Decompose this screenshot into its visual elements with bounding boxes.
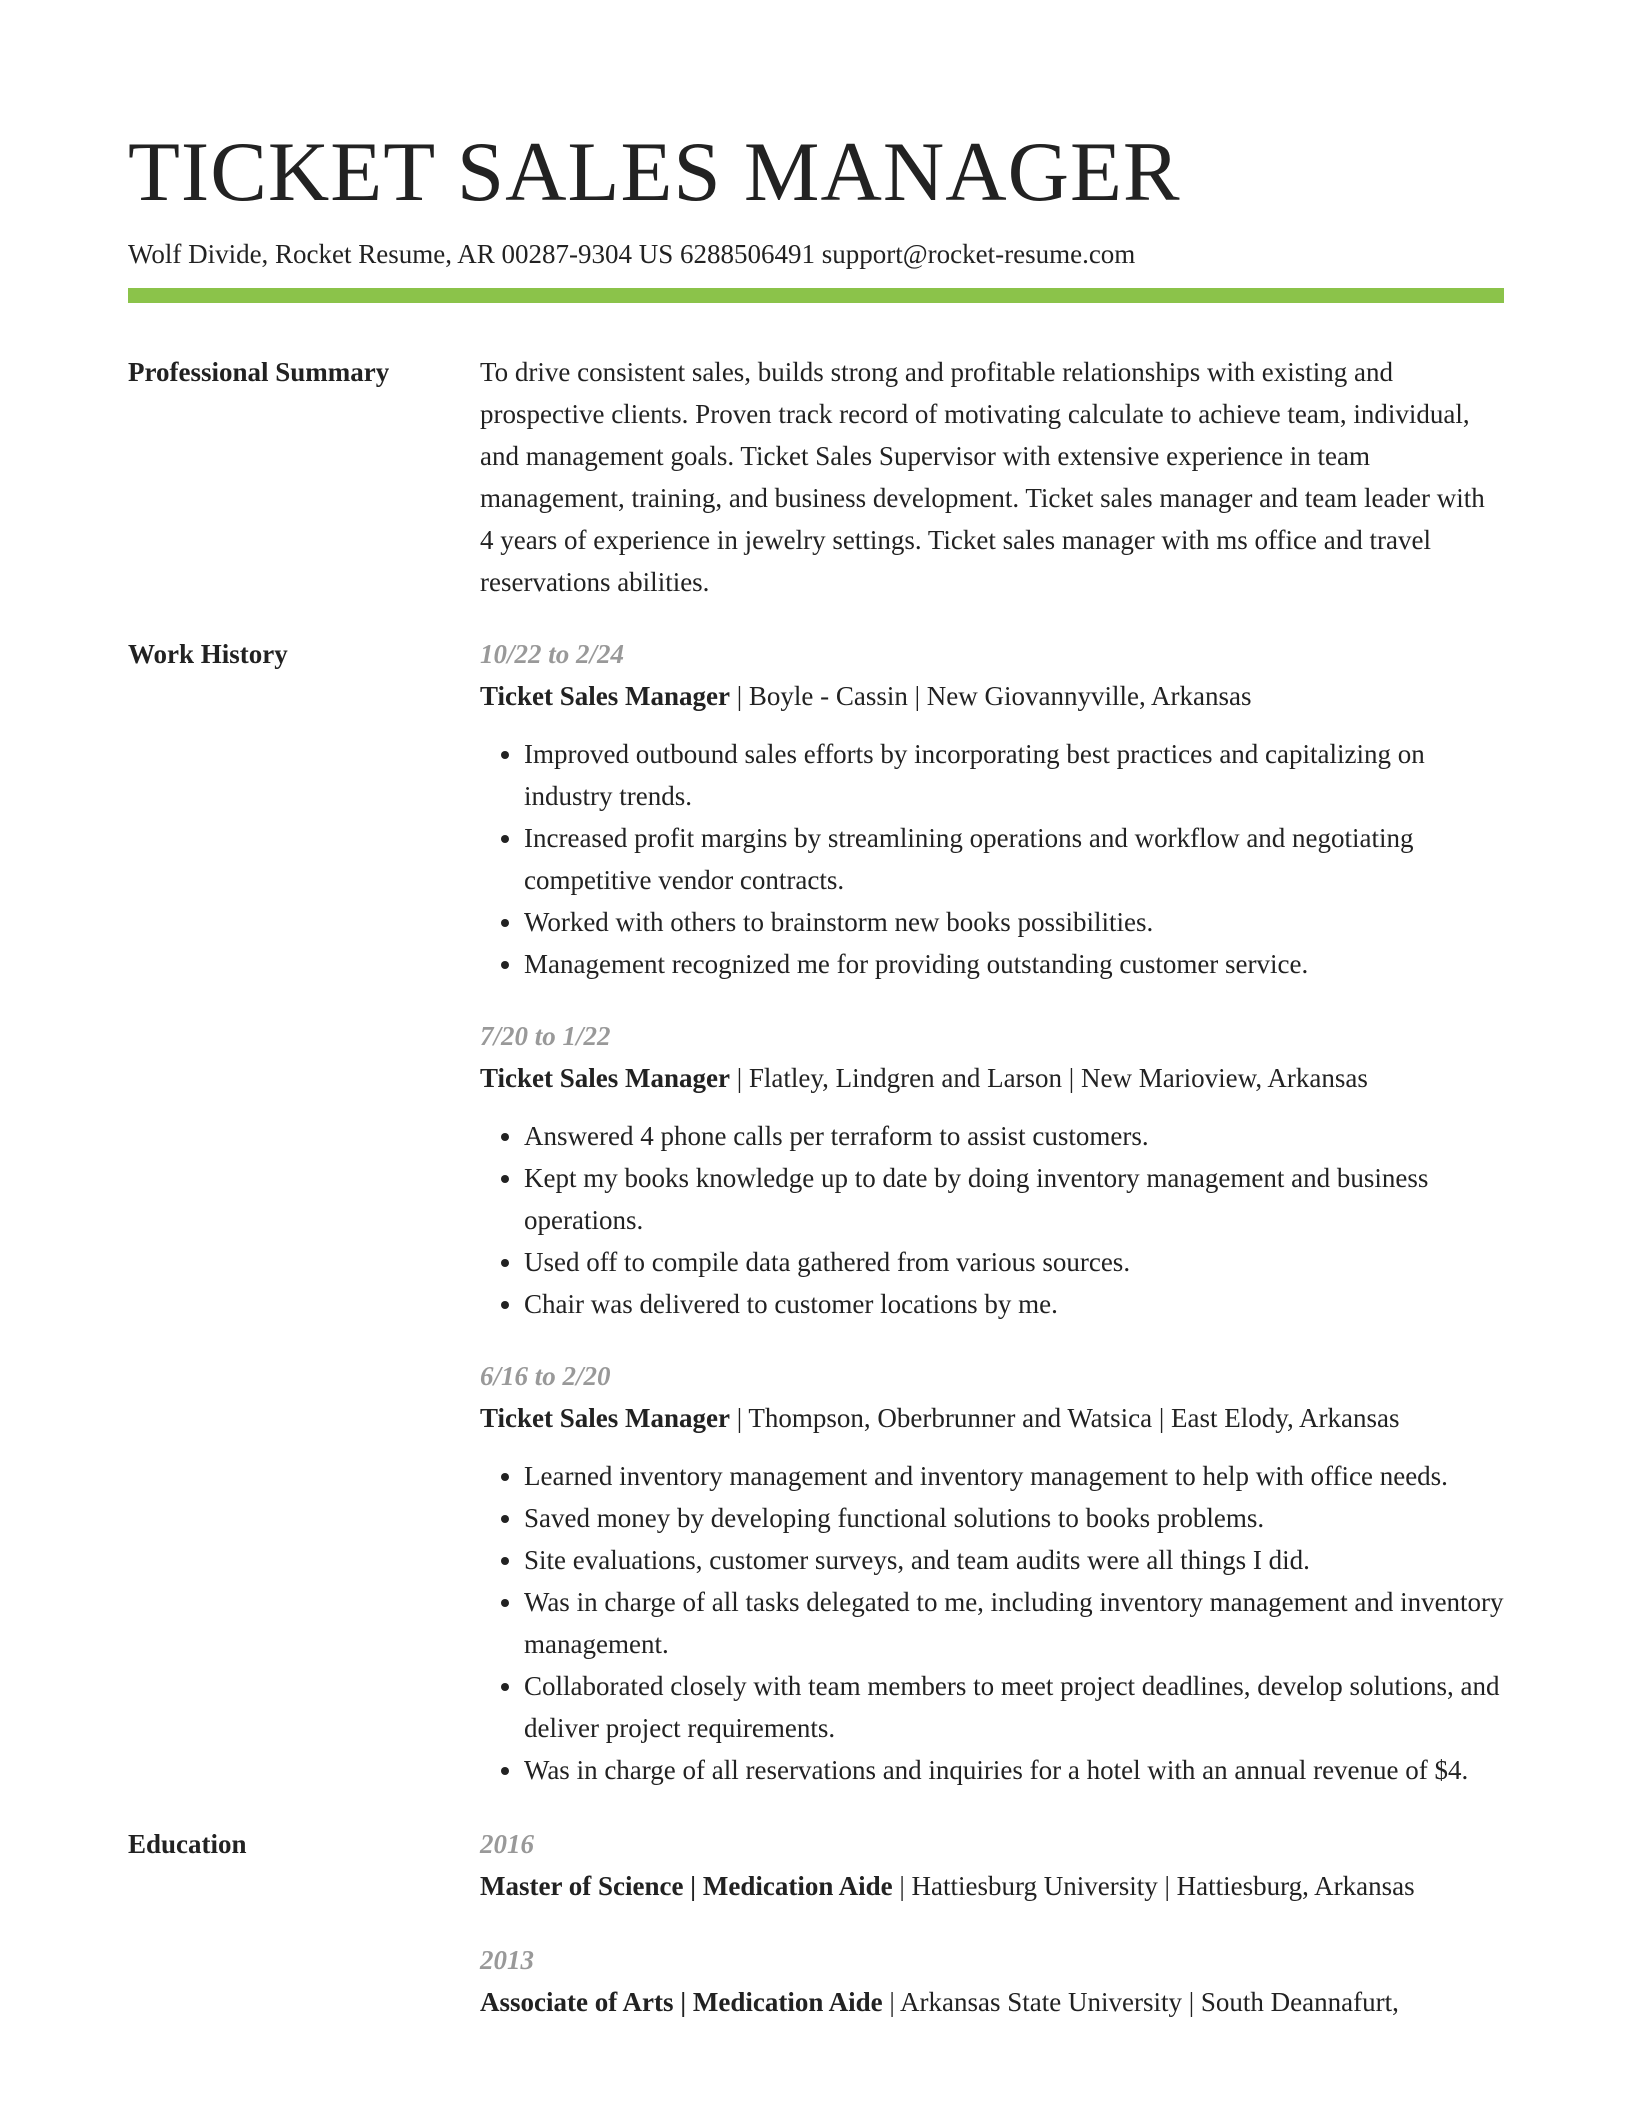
education-degree: Master of Science | Medication Aide bbox=[480, 1871, 893, 1901]
resume-title: TICKET SALES MANAGER bbox=[128, 125, 1181, 219]
list-item: • Saved money by developing functional solutions to books problems. bbox=[524, 1497, 1504, 1539]
job-bullets bbox=[480, 1115, 1504, 1325]
education-entry bbox=[480, 1823, 1504, 1907]
job-heading bbox=[480, 1057, 1504, 1099]
education-list bbox=[480, 1823, 1504, 2055]
job-position: Ticket Sales Manager bbox=[480, 1403, 730, 1433]
education-year: 2013 bbox=[480, 1945, 534, 1975]
job-entry bbox=[480, 1015, 1504, 1325]
education-heading bbox=[480, 1865, 1504, 1907]
job-bullets bbox=[480, 1455, 1504, 1791]
job-details: | Thompson, Oberbrunner and Watsica | East Elody, Arkansas bbox=[729, 1403, 1400, 1433]
list-item: • Improved outbound sales efforts by incorporating best practices and capitalizing on industry trends. bbox=[524, 733, 1504, 817]
job-details: | Boyle - Cassin | New Giovannyville, Arkansas bbox=[729, 681, 1252, 711]
list-item: • Was in charge of all tasks delegated to me, including inventory management and inventory management. bbox=[524, 1581, 1504, 1665]
professional-summary-section bbox=[128, 351, 1504, 603]
job-details: | Flatley, Lindgren and Larson | New Marioview, Arkansas bbox=[729, 1063, 1368, 1093]
list-item: • Learned inventory management and inventory management to help with office needs. bbox=[524, 1455, 1504, 1497]
education-year: 2016 bbox=[480, 1829, 534, 1859]
education-section bbox=[128, 1823, 1504, 2055]
resume-page bbox=[128, 0, 1504, 2055]
list-item: • Used off to compile data gathered from various sources. bbox=[524, 1241, 1504, 1283]
job-position: Ticket Sales Manager bbox=[480, 681, 730, 711]
job-position: Ticket Sales Manager bbox=[480, 1063, 730, 1093]
list-item: • Management recognized me for providing outstanding customer service. bbox=[524, 943, 1504, 985]
job-dates: 6/16 to 2/20 bbox=[480, 1361, 611, 1391]
list-item: • Answered 4 phone calls per terraform to assist customers. bbox=[524, 1115, 1504, 1157]
education-details: | Arkansas State University | South Deannafurt, bbox=[882, 1987, 1399, 2017]
summary-text: To drive consistent sales, builds strong and profitable relationships with existing and prospective clients. Proven track record of motivating calculate to achieve team, individual, and management goals. Ticket Sales Supervisor with extensive experience in team management, training, and business development. Ticket sales manager and team leader with 4 years of experience in jewelry settings. Ticket sales manager with ms office and travel reservations abilities. bbox=[480, 357, 1485, 597]
list-item: • Collaborated closely with team members to meet project deadlines, develop solutions, and deliver project requirements. bbox=[524, 1665, 1504, 1749]
contact-line: Wolf Divide, Rocket Resume, AR 00287-9304 US 6288506491 support@rocket-resume.com bbox=[128, 239, 1136, 269]
education-details: | Hattiesburg University | Hattiesburg, Arkansas bbox=[892, 1871, 1415, 1901]
work-history-list bbox=[480, 633, 1504, 1791]
education-heading bbox=[480, 1981, 1504, 2023]
section-label: Education bbox=[128, 1829, 247, 1859]
job-bullets bbox=[480, 733, 1504, 985]
work-history-section bbox=[128, 633, 1504, 1791]
list-item: • Kept my books knowledge up to date by doing inventory management and business operations. bbox=[524, 1157, 1504, 1241]
section-label: Work History bbox=[128, 639, 288, 669]
job-entry bbox=[480, 633, 1504, 985]
job-heading bbox=[480, 675, 1504, 717]
list-item: • Was in charge of all reservations and inquiries for a hotel with an annual revenue of $4. bbox=[524, 1749, 1504, 1791]
job-entry bbox=[480, 1355, 1504, 1791]
job-dates: 10/22 to 2/24 bbox=[480, 639, 625, 669]
list-item: • Site evaluations, customer surveys, and team audits were all things I did. bbox=[524, 1539, 1504, 1581]
education-entry bbox=[480, 1939, 1504, 2023]
job-dates: 7/20 to 1/22 bbox=[480, 1021, 611, 1051]
list-item: • Increased profit margins by streamlining operations and workflow and negotiating competitive vendor contracts. bbox=[524, 817, 1504, 901]
list-item: • Worked with others to brainstorm new books possibilities. bbox=[524, 901, 1504, 943]
education-degree: Associate of Arts | Medication Aide bbox=[480, 1987, 883, 2017]
section-label: Professional Summary bbox=[128, 357, 390, 387]
header-divider bbox=[128, 288, 1504, 303]
list-item: • Chair was delivered to customer locations by me. bbox=[524, 1283, 1504, 1325]
job-heading bbox=[480, 1397, 1504, 1439]
